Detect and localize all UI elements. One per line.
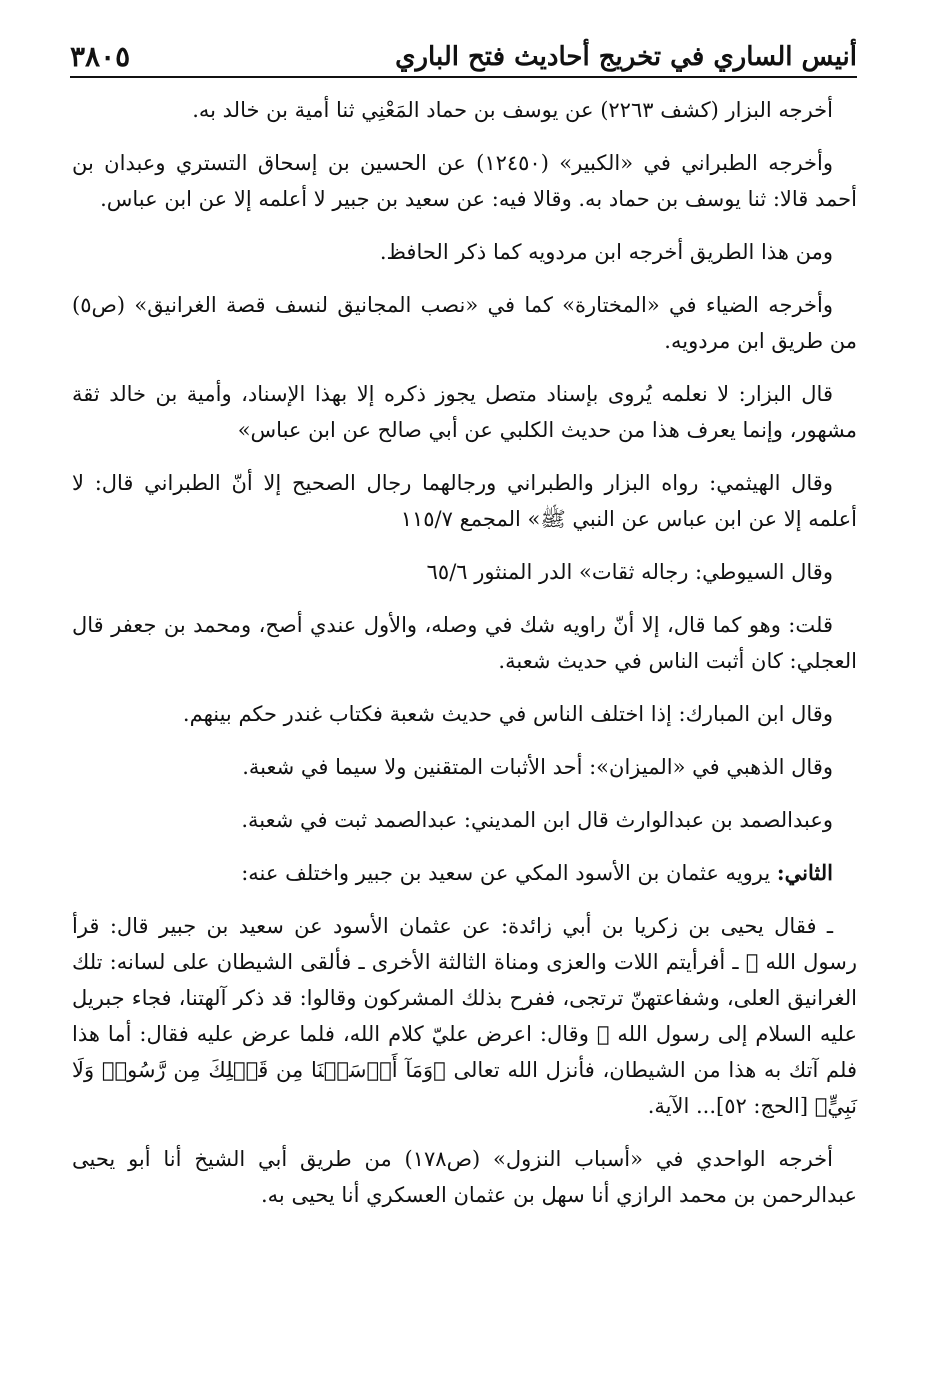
running-header: [70, 38, 857, 78]
paragraph-ibn-mardawayh: ومن هذا الطريق أخرجه ابن مردويه كما ذكر الحافظ.: [379, 240, 833, 264]
paragraph-ibn-mubarak: وقال ابن المبارك: إذا اختلف الناس في حديث شعبة فكتاب غندر حكم بينهم.: [182, 702, 833, 726]
body-text: [72, 92, 857, 1230]
paragraph-tabarani-takhrij: وأخرجه الطبراني في «الكبير» (١٢٤٥٠) عن الحسين بن إسحاق التستري وعبدان بن أحمد قالا: ثنا يوسف بن حماد به. وقالا فيه: عن سعيد بن جبير لا أعلمه إلا عن ابن عباس.: [72, 151, 857, 211]
paragraph-suyuti-comment: وقال السيوطي: رجاله ثقات» الدر المنثور ٦٥/٦: [426, 560, 833, 584]
paragraph-dhahabi: وقال الذهبي في «الميزان»: أحد الأثبات المتقنين ولا سيما في شعبة.: [242, 755, 833, 779]
book-title: أنيس الساري في تخريج أحاديث فتح الباري: [395, 42, 857, 72]
paragraph-second-route: [72, 855, 857, 891]
page-number: ٣٨٠٥: [70, 40, 131, 73]
paragraph-wahidi-takhrij: أخرجه الواحدي في «أسباب النزول» (ص١٧٨) من طريق أبي الشيخ أنا أبو يحيى عبدالرحمن بن محمد الرازي أنا سهل بن عثمان العسكري أنا يحيى به.: [72, 1147, 857, 1207]
paragraph-author-comment: قلت: وهو كما قال، إلا أنّ راويه شك في وصله، والأول عندي أصح، ومحمد بن جعفر قال العجلي: كان أثبت الناس في حديث شعبة.: [72, 613, 857, 673]
paragraph-bazzar-takhrij: أخرجه البزار (كشف ٢٢٦٣) عن يوسف بن حماد المَعْنِي ثنا أمية بن خالد به.: [192, 98, 833, 122]
second-route-text: يرويه عثمان بن الأسود المكي عن سعيد بن جبير واختلف عنه:: [241, 861, 777, 885]
paragraph-hadith-text: ـ فقال يحيى بن زكريا بن أبي زائدة: عن عثمان الأسود عن سعيد بن جبير قال: قرأ رسول الله ﷺ ـ أفرأيتم اللات والعزى ومناة الثالثة الأخرى ـ فألقى الشيطان على لسانه: تلك الغرانيق العلى، وشفاعتهنّ ترتجى، ففرح بذلك المشركون وقالوا: قد ذكر آلهتنا، فجاء جبريل عليه السلام إلى رسول الله ﷺ وقال: اعرض عليّ كلام الله، فلما عرض عليه فقال: أما هذا فلم آتك به هذا من الشيطان، فأنزل الله تعالى ﴿وَمَآ أَرۡسَلۡنَا مِن قَبۡلِكَ مِن رَّسُولٖ وَلَا نَبِيٍّ﴾ [الحج: ٥٢]... الآية.: [72, 914, 857, 1118]
paragraph-abdussamad: وعبدالصمد بن عبدالوارث قال ابن المديني: عبدالصمد ثبت في شعبة.: [241, 808, 833, 832]
paragraph-haythami-comment: وقال الهيثمي: رواه البزار والطبراني ورجالهما رجال الصحيح إلا أنّ الطبراني قال: لا أعلمه إلا عن ابن عباس عن النبي ﷺ» المجمع ١١٥/٧: [72, 471, 857, 531]
second-route-label: الثاني:: [776, 860, 833, 885]
paragraph-diya-mukhtara: وأخرجه الضياء في «المختارة» كما في «نصب المجانيق لنسف قصة الغرانيق» (ص٥) من طريق ابن مردويه.: [72, 293, 857, 353]
paragraph-bazzar-comment: قال البزار: لا نعلمه يُروى بإسناد متصل يجوز ذكره إلا بهذا الإسناد، وأمية بن خالد ثقة مشهور، وإنما يعرف هذا من حديث الكلبي عن أبي صالح عن ابن عباس»: [72, 382, 857, 442]
